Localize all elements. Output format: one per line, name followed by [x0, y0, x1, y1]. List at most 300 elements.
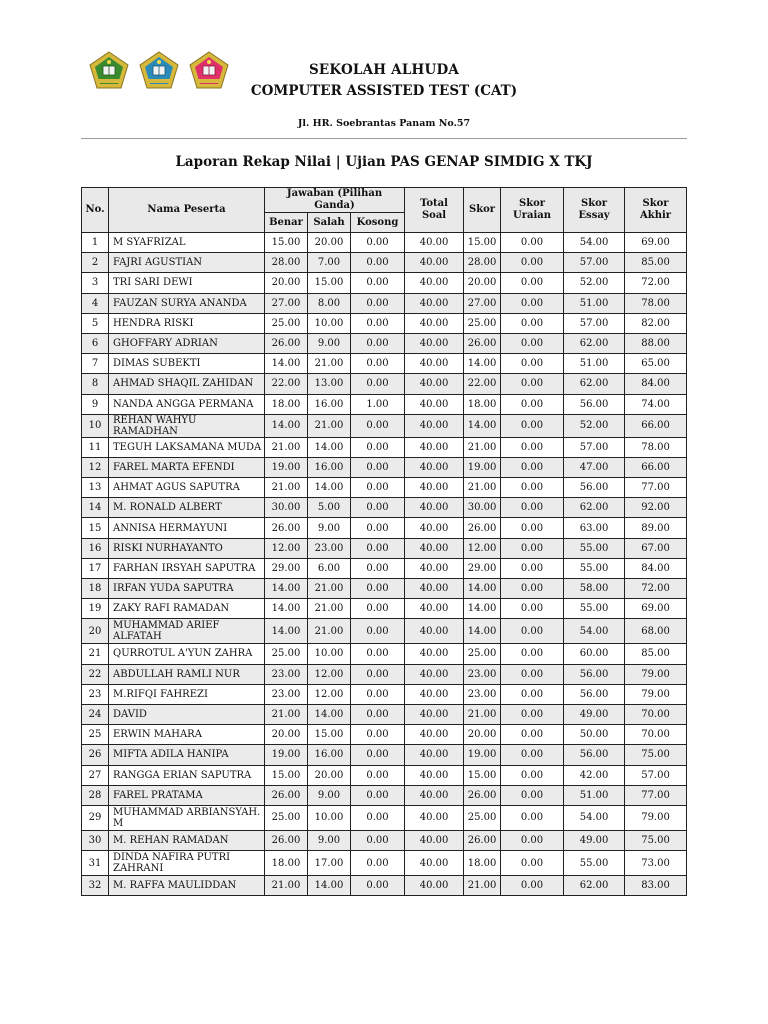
cell-score-essay: 56.00	[564, 684, 625, 704]
table-row	[82, 273, 687, 293]
table-row	[82, 253, 687, 273]
cell-total: 40.00	[405, 333, 464, 353]
cell-final-score: 70.00	[625, 725, 687, 745]
cell-correct: 27.00	[265, 293, 308, 313]
cell-correct: 20.00	[265, 725, 308, 745]
cell-no: 13	[82, 478, 109, 498]
cell-no: 8	[82, 374, 109, 394]
cell-wrong: 21.00	[308, 354, 351, 374]
cell-name: TRI SARI DEWI	[109, 273, 265, 293]
cell-correct: 21.00	[265, 704, 308, 724]
cell-score-uraian: 0.00	[501, 293, 564, 313]
cell-correct: 21.00	[265, 478, 308, 498]
col-header-blank: Kosong	[351, 213, 405, 233]
cell-wrong: 16.00	[308, 394, 351, 414]
cell-no: 23	[82, 684, 109, 704]
cell-score: 19.00	[464, 745, 501, 765]
cell-wrong: 8.00	[308, 293, 351, 313]
cell-wrong: 9.00	[308, 830, 351, 850]
cell-name: GHOFFARY ADRIAN	[109, 333, 265, 353]
cell-score-uraian: 0.00	[501, 394, 564, 414]
cell-no: 26	[82, 745, 109, 765]
cell-score-uraian: 0.00	[501, 851, 564, 876]
cell-final-score: 83.00	[625, 876, 687, 896]
cell-blank: 0.00	[351, 664, 405, 684]
cell-name: M. RAFFA MAULIDDAN	[109, 876, 265, 896]
cell-name: ANNISA HERMAYUNI	[109, 518, 265, 538]
cell-total: 40.00	[405, 579, 464, 599]
table-row	[82, 745, 687, 765]
cell-name: FAJRI AGUSTIAN	[109, 253, 265, 273]
cell-blank: 0.00	[351, 538, 405, 558]
cell-blank: 0.00	[351, 333, 405, 353]
cell-wrong: 9.00	[308, 785, 351, 805]
cell-blank: 0.00	[351, 313, 405, 333]
cell-total: 40.00	[405, 518, 464, 538]
cell-blank: 0.00	[351, 745, 405, 765]
table-row	[82, 830, 687, 850]
cell-score: 19.00	[464, 457, 501, 477]
cell-total: 40.00	[405, 619, 464, 644]
cell-wrong: 21.00	[308, 579, 351, 599]
table-row	[82, 851, 687, 876]
cell-score-uraian: 0.00	[501, 354, 564, 374]
cell-correct: 14.00	[265, 619, 308, 644]
cell-total: 40.00	[405, 374, 464, 394]
cell-score-uraian: 0.00	[501, 538, 564, 558]
cell-blank: 0.00	[351, 253, 405, 273]
cell-correct: 23.00	[265, 684, 308, 704]
cell-score-essay: 60.00	[564, 644, 625, 664]
cell-no: 7	[82, 354, 109, 374]
cell-total: 40.00	[405, 805, 464, 830]
table-row	[82, 437, 687, 457]
cell-wrong: 10.00	[308, 644, 351, 664]
cell-name: AHMAD SHAQIL ZAHIDAN	[109, 374, 265, 394]
cell-final-score: 72.00	[625, 579, 687, 599]
cell-score-essay: 62.00	[564, 876, 625, 896]
cell-total: 40.00	[405, 478, 464, 498]
cell-final-score: 78.00	[625, 437, 687, 457]
cell-no: 31	[82, 851, 109, 876]
cell-blank: 0.00	[351, 851, 405, 876]
cell-final-score: 65.00	[625, 354, 687, 374]
cell-name: AHMAT AGUS SAPUTRA	[109, 478, 265, 498]
cell-blank: 1.00	[351, 394, 405, 414]
cell-correct: 19.00	[265, 745, 308, 765]
cell-no: 25	[82, 725, 109, 745]
cell-name: NANDA ANGGA PERMANA	[109, 394, 265, 414]
cell-blank: 0.00	[351, 293, 405, 313]
cell-score-essay: 56.00	[564, 664, 625, 684]
cell-score-uraian: 0.00	[501, 664, 564, 684]
cell-total: 40.00	[405, 785, 464, 805]
cell-final-score: 72.00	[625, 273, 687, 293]
table-row	[82, 599, 687, 619]
cell-final-score: 66.00	[625, 457, 687, 477]
cell-name: FARHAN IRSYAH SAPUTRA	[109, 558, 265, 578]
cell-blank: 0.00	[351, 354, 405, 374]
cell-correct: 25.00	[265, 805, 308, 830]
table-row	[82, 664, 687, 684]
cell-total: 40.00	[405, 273, 464, 293]
cell-wrong: 6.00	[308, 558, 351, 578]
cell-score-essay: 49.00	[564, 704, 625, 724]
cell-score-essay: 57.00	[564, 253, 625, 273]
table-row	[82, 478, 687, 498]
col-header-no: No.	[82, 188, 109, 233]
cell-blank: 0.00	[351, 619, 405, 644]
cell-blank: 0.00	[351, 830, 405, 850]
cell-blank: 0.00	[351, 478, 405, 498]
cell-name: M. RONALD ALBERT	[109, 498, 265, 518]
cell-name: ABDULLAH RAMLI NUR	[109, 664, 265, 684]
cell-score-essay: 51.00	[564, 354, 625, 374]
cell-total: 40.00	[405, 664, 464, 684]
cell-correct: 15.00	[265, 765, 308, 785]
cell-correct: 23.00	[265, 664, 308, 684]
cell-correct: 14.00	[265, 414, 308, 437]
table-body	[82, 233, 687, 896]
cell-correct: 18.00	[265, 394, 308, 414]
cell-blank: 0.00	[351, 644, 405, 664]
cell-score-uraian: 0.00	[501, 313, 564, 333]
col-header-wrong: Salah	[308, 213, 351, 233]
cell-final-score: 75.00	[625, 830, 687, 850]
table-row	[82, 414, 687, 437]
col-header-score-essay: Skor Essay	[564, 188, 625, 233]
cell-score-essay: 57.00	[564, 313, 625, 333]
table-row	[82, 313, 687, 333]
cell-score-uraian: 0.00	[501, 785, 564, 805]
cell-wrong: 15.00	[308, 273, 351, 293]
cell-name: DINDA NAFIRA PUTRI ZAHRANI	[109, 851, 265, 876]
cell-wrong: 9.00	[308, 333, 351, 353]
table-row	[82, 644, 687, 664]
cell-total: 40.00	[405, 745, 464, 765]
cell-final-score: 74.00	[625, 394, 687, 414]
cell-score: 14.00	[464, 619, 501, 644]
cell-score: 28.00	[464, 253, 501, 273]
cell-correct: 14.00	[265, 579, 308, 599]
cell-score: 26.00	[464, 785, 501, 805]
cell-total: 40.00	[405, 293, 464, 313]
cell-final-score: 85.00	[625, 253, 687, 273]
cell-name: TEGUH LAKSAMANA MUDA	[109, 437, 265, 457]
cell-score: 23.00	[464, 684, 501, 704]
cell-blank: 0.00	[351, 498, 405, 518]
cell-wrong: 14.00	[308, 437, 351, 457]
col-header-final-score: Skor Akhir	[625, 188, 687, 233]
cell-score: 26.00	[464, 830, 501, 850]
cell-total: 40.00	[405, 313, 464, 333]
table-row	[82, 876, 687, 896]
cell-no: 32	[82, 876, 109, 896]
cell-score-uraian: 0.00	[501, 830, 564, 850]
table-row	[82, 518, 687, 538]
cell-no: 27	[82, 765, 109, 785]
cell-total: 40.00	[405, 538, 464, 558]
cell-score-essay: 56.00	[564, 394, 625, 414]
cell-total: 40.00	[405, 876, 464, 896]
cell-wrong: 14.00	[308, 876, 351, 896]
cell-total: 40.00	[405, 725, 464, 745]
header-divider	[81, 138, 687, 139]
cell-score-uraian: 0.00	[501, 437, 564, 457]
cell-final-score: 88.00	[625, 333, 687, 353]
cell-wrong: 5.00	[308, 498, 351, 518]
cell-score: 26.00	[464, 333, 501, 353]
cell-no: 17	[82, 558, 109, 578]
table-row	[82, 684, 687, 704]
table-row	[82, 704, 687, 724]
cell-no: 5	[82, 313, 109, 333]
cell-blank: 0.00	[351, 233, 405, 253]
cell-final-score: 77.00	[625, 478, 687, 498]
cell-no: 10	[82, 414, 109, 437]
cell-name: DIMAS SUBEKTI	[109, 354, 265, 374]
cell-name: RANGGA ERIAN SAPUTRA	[109, 765, 265, 785]
table-row	[82, 765, 687, 785]
score-recap-table	[81, 187, 687, 896]
cell-score-essay: 56.00	[564, 478, 625, 498]
cell-final-score: 68.00	[625, 619, 687, 644]
cell-score-uraian: 0.00	[501, 704, 564, 724]
cell-score-essay: 62.00	[564, 498, 625, 518]
cell-no: 28	[82, 785, 109, 805]
cell-name: HENDRA RISKI	[109, 313, 265, 333]
cell-score-essay: 62.00	[564, 374, 625, 394]
table-row	[82, 785, 687, 805]
cell-wrong: 16.00	[308, 457, 351, 477]
cell-total: 40.00	[405, 830, 464, 850]
table-row	[82, 457, 687, 477]
table-row	[82, 498, 687, 518]
cell-blank: 0.00	[351, 704, 405, 724]
cell-total: 40.00	[405, 414, 464, 437]
col-header-answers-group: Jawaban (Pilihan Ganda)	[265, 188, 405, 213]
cell-total: 40.00	[405, 558, 464, 578]
cell-final-score: 67.00	[625, 538, 687, 558]
cell-final-score: 85.00	[625, 644, 687, 664]
cell-no: 9	[82, 394, 109, 414]
cell-score-uraian: 0.00	[501, 333, 564, 353]
cell-blank: 0.00	[351, 437, 405, 457]
cell-wrong: 12.00	[308, 684, 351, 704]
cell-blank: 0.00	[351, 374, 405, 394]
cell-correct: 22.00	[265, 374, 308, 394]
cell-score-uraian: 0.00	[501, 725, 564, 745]
table-row	[82, 538, 687, 558]
cell-final-score: 82.00	[625, 313, 687, 333]
cell-score-essay: 63.00	[564, 518, 625, 538]
cell-score-uraian: 0.00	[501, 805, 564, 830]
cell-correct: 20.00	[265, 273, 308, 293]
cell-score: 21.00	[464, 704, 501, 724]
cell-name: FAUZAN SURYA ANANDA	[109, 293, 265, 313]
cell-total: 40.00	[405, 457, 464, 477]
cell-wrong: 21.00	[308, 599, 351, 619]
cell-score-uraian: 0.00	[501, 765, 564, 785]
cell-correct: 21.00	[265, 437, 308, 457]
cell-name: M. REHAN RAMADAN	[109, 830, 265, 850]
cell-total: 40.00	[405, 498, 464, 518]
cell-score-essay: 58.00	[564, 579, 625, 599]
cell-name: DAVID	[109, 704, 265, 724]
cell-score-essay: 55.00	[564, 851, 625, 876]
cell-total: 40.00	[405, 644, 464, 664]
cell-name: QURROTUL A'YUN ZAHRA	[109, 644, 265, 664]
cell-final-score: 79.00	[625, 805, 687, 830]
cell-no: 18	[82, 579, 109, 599]
cell-score-essay: 51.00	[564, 293, 625, 313]
cell-score-uraian: 0.00	[501, 876, 564, 896]
cell-no: 3	[82, 273, 109, 293]
cell-score-essay: 62.00	[564, 333, 625, 353]
cell-score-uraian: 0.00	[501, 644, 564, 664]
col-header-score-uraian: Skor Uraian	[501, 188, 564, 233]
cell-score-uraian: 0.00	[501, 233, 564, 253]
cell-score-uraian: 0.00	[501, 745, 564, 765]
cell-wrong: 21.00	[308, 619, 351, 644]
cell-wrong: 16.00	[308, 745, 351, 765]
cell-name: M SYAFRIZAL	[109, 233, 265, 253]
table-row	[82, 805, 687, 830]
cell-final-score: 69.00	[625, 599, 687, 619]
cell-final-score: 77.00	[625, 785, 687, 805]
table-row	[82, 394, 687, 414]
cell-no: 4	[82, 293, 109, 313]
school-address: Jl. HR. Soebrantas Panam No.57	[297, 118, 471, 129]
cell-score-uraian: 0.00	[501, 414, 564, 437]
cell-total: 40.00	[405, 233, 464, 253]
cell-score-essay: 52.00	[564, 273, 625, 293]
col-header-name: Nama Peserta	[109, 188, 265, 233]
cell-wrong: 12.00	[308, 664, 351, 684]
cell-blank: 0.00	[351, 518, 405, 538]
cell-score-uraian: 0.00	[501, 273, 564, 293]
cell-wrong: 20.00	[308, 765, 351, 785]
cell-score: 15.00	[464, 233, 501, 253]
cell-no: 24	[82, 704, 109, 724]
cell-score: 29.00	[464, 558, 501, 578]
cell-score-uraian: 0.00	[501, 498, 564, 518]
cell-correct: 15.00	[265, 233, 308, 253]
cell-no: 12	[82, 457, 109, 477]
cell-score: 20.00	[464, 273, 501, 293]
cell-no: 15	[82, 518, 109, 538]
cell-correct: 14.00	[265, 599, 308, 619]
cell-score: 21.00	[464, 478, 501, 498]
cell-correct: 18.00	[265, 851, 308, 876]
cell-final-score: 70.00	[625, 704, 687, 724]
cell-score-uraian: 0.00	[501, 253, 564, 273]
cell-score: 18.00	[464, 851, 501, 876]
cell-score-essay: 49.00	[564, 830, 625, 850]
cell-score-uraian: 0.00	[501, 599, 564, 619]
cell-score: 21.00	[464, 437, 501, 457]
cell-blank: 0.00	[351, 725, 405, 745]
col-header-score: Skor	[464, 188, 501, 233]
table-row	[82, 725, 687, 745]
cell-wrong: 21.00	[308, 414, 351, 437]
cell-score: 18.00	[464, 394, 501, 414]
cell-total: 40.00	[405, 851, 464, 876]
cell-final-score: 69.00	[625, 233, 687, 253]
cell-wrong: 13.00	[308, 374, 351, 394]
cell-score-uraian: 0.00	[501, 478, 564, 498]
cell-score-essay: 51.00	[564, 785, 625, 805]
cell-correct: 12.00	[265, 538, 308, 558]
cell-name: M.RIFQI FAHREZI	[109, 684, 265, 704]
cell-blank: 0.00	[351, 414, 405, 437]
cell-blank: 0.00	[351, 876, 405, 896]
cell-score: 25.00	[464, 805, 501, 830]
cell-score-essay: 56.00	[564, 745, 625, 765]
cell-correct: 25.00	[265, 313, 308, 333]
cell-total: 40.00	[405, 704, 464, 724]
cell-final-score: 84.00	[625, 374, 687, 394]
cell-score-essay: 55.00	[564, 538, 625, 558]
cell-score-uraian: 0.00	[501, 684, 564, 704]
cell-score: 14.00	[464, 414, 501, 437]
cell-blank: 0.00	[351, 785, 405, 805]
cell-correct: 14.00	[265, 354, 308, 374]
cell-blank: 0.00	[351, 765, 405, 785]
cell-wrong: 15.00	[308, 725, 351, 745]
cell-total: 40.00	[405, 684, 464, 704]
cell-correct: 26.00	[265, 830, 308, 850]
cell-correct: 26.00	[265, 785, 308, 805]
cell-no: 22	[82, 664, 109, 684]
cell-wrong: 14.00	[308, 478, 351, 498]
cell-score: 30.00	[464, 498, 501, 518]
cell-score-uraian: 0.00	[501, 457, 564, 477]
cell-name: ERWIN MAHARA	[109, 725, 265, 745]
cell-no: 21	[82, 644, 109, 664]
cell-name: RISKI NURHAYANTO	[109, 538, 265, 558]
cell-name: MUHAMMAD ARIEF ALFATAH	[109, 619, 265, 644]
cell-final-score: 78.00	[625, 293, 687, 313]
cell-blank: 0.00	[351, 684, 405, 704]
cell-name: REHAN WAHYU RAMADHAN	[109, 414, 265, 437]
cell-no: 1	[82, 233, 109, 253]
cell-correct: 28.00	[265, 253, 308, 273]
cell-blank: 0.00	[351, 558, 405, 578]
report-title: Laporan Rekap Nilai | Ujian PAS GENAP SIMDIG X TKJ	[175, 154, 593, 170]
cell-score: 21.00	[464, 876, 501, 896]
cell-wrong: 10.00	[308, 805, 351, 830]
cell-score-uraian: 0.00	[501, 558, 564, 578]
cell-correct: 29.00	[265, 558, 308, 578]
cell-score-essay: 57.00	[564, 437, 625, 457]
cell-score: 25.00	[464, 644, 501, 664]
cell-score: 23.00	[464, 664, 501, 684]
cell-score: 22.00	[464, 374, 501, 394]
cell-total: 40.00	[405, 394, 464, 414]
cell-score: 15.00	[464, 765, 501, 785]
cell-blank: 0.00	[351, 599, 405, 619]
cell-final-score: 57.00	[625, 765, 687, 785]
cell-score-essay: 52.00	[564, 414, 625, 437]
cell-score: 14.00	[464, 354, 501, 374]
cell-score-essay: 54.00	[564, 619, 625, 644]
cell-name: MIFTA ADILA HANIPA	[109, 745, 265, 765]
cell-total: 40.00	[405, 599, 464, 619]
cell-score-essay: 55.00	[564, 599, 625, 619]
table-row	[82, 558, 687, 578]
cell-final-score: 79.00	[625, 664, 687, 684]
